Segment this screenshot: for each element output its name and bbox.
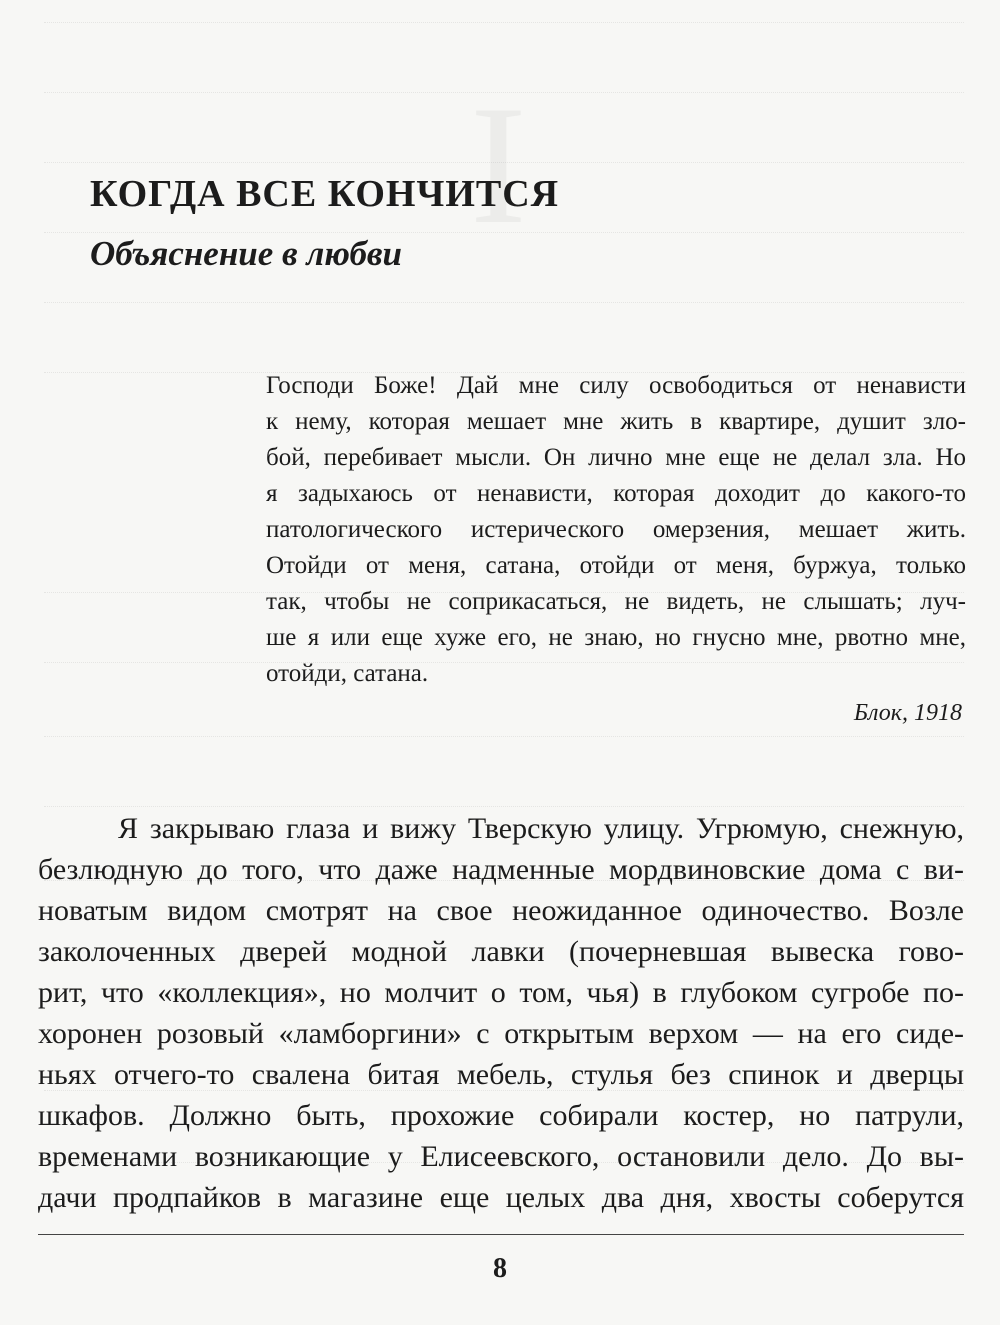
page-number: 8: [493, 1253, 507, 1284]
epigraph-line: я задыхаюсь от ненависти, которая доходит до какого-то: [266, 480, 966, 507]
body-line: шкафов. Должно быть, прохожие собирали костер, но патрули,: [38, 1099, 964, 1132]
body-line: безлюдную до того, что даже надменные мордвиновские дома с ви-: [38, 853, 964, 886]
epigraph-line: Господи Боже! Дай мне силу освободиться от ненависти: [266, 372, 966, 399]
show-through-line: [44, 736, 964, 738]
epigraph-line: Отойди от меня, сатана, отойди от меня, буржуа, только: [266, 552, 966, 579]
body-line: новатым видом смотрят на свое неожиданное одиночество. Возле: [38, 894, 964, 927]
show-through-ornament: I: [470, 71, 527, 259]
show-through-line: [44, 162, 964, 164]
show-through-line: [44, 22, 964, 24]
body-line: рит, что «коллекция», но молчит о том, чья) в глубоком сугробе по-: [38, 976, 964, 1009]
epigraph-line: к нему, которая мешает мне жить в квартире, душит зло-: [266, 408, 966, 435]
epigraph-line: ше я или еще хуже его, не знаю, но гнусно мне, рвотно мне,: [266, 624, 966, 651]
body-line: заколоченных дверей модной лавки (почерневшая вывеска гово-: [38, 935, 964, 968]
show-through-line: [44, 92, 964, 94]
chapter-title: КОГДА ВСЕ КОНЧИТСЯ: [90, 173, 560, 215]
chapter-subtitle: Объяснение в любви: [90, 234, 403, 273]
footer-rule: [38, 1234, 964, 1235]
body-line: дачи продпайков в магазине еще целых два дня, хвосты соберутся: [38, 1181, 964, 1214]
body-line: временами возникающие у Елисеевского, остановили дело. До вы-: [38, 1140, 964, 1173]
body-line: хоронен розовый «ламборгини» с открытым верхом — на его сиде-: [38, 1017, 964, 1050]
epigraph-line: бой, перебивает мысли. Он лично мне еще не делал зла. Но: [266, 444, 966, 471]
epigraph-line: отойди, сатана.: [266, 660, 429, 687]
epigraph-line: так, чтобы не соприкасаться, не видеть, не слышать; луч-: [266, 588, 966, 615]
show-through-line: [44, 302, 964, 304]
epigraph-attribution: Блок, 1918: [853, 700, 962, 726]
body-paragraph: [38, 808, 964, 1218]
epigraph: [266, 368, 966, 692]
epigraph-line: патологического истерического омерзения, мешает жить.: [266, 516, 966, 543]
body-line: Я закрываю глаза и вижу Тверскую улицу. Угрюмую, снежную,: [118, 812, 964, 845]
body-line: ньях отчего-то свалена битая мебель, стулья без спинок и дверцы: [38, 1058, 964, 1091]
